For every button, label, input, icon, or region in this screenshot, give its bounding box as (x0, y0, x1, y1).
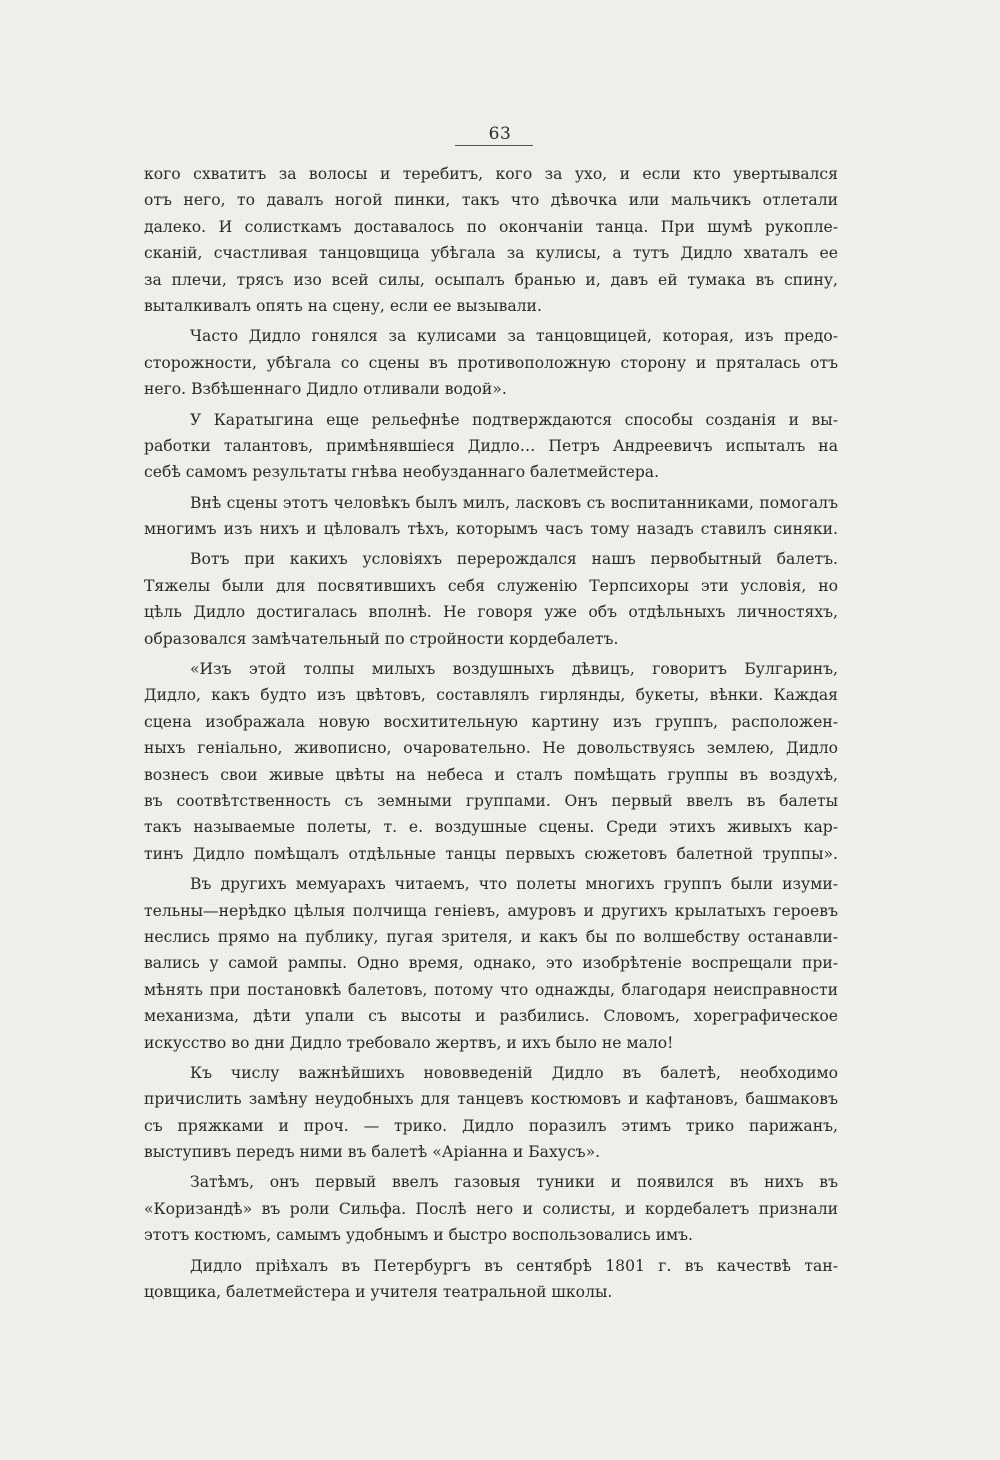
paragraph (144, 871, 838, 1056)
text-line: этотъ костюмъ, самымъ удобнымъ и быстро воспользовались имъ. (144, 1226, 693, 1245)
text-line: цовщика, балетмейстера и учителя театральной школы. (144, 1283, 613, 1302)
text-line: сцена изображала новую восхитительную картину изъ группъ, расположен- (144, 712, 838, 731)
text-line: выступивъ передъ ними въ балетѣ «Арiанна и Бахусъ». (144, 1143, 601, 1162)
paragraph (144, 323, 838, 402)
paragraph (144, 490, 838, 543)
text-line: себѣ самомъ результаты гнѣва необузданнаго балетмейстера. (144, 463, 660, 482)
text-line: образовался замѣчательный по стройности кордебалетъ. (144, 629, 619, 648)
text-line: Часто Дидло гонялся за кулисами за танцовщицей, которая, изъ предо- (190, 327, 838, 346)
text-line: сторожности, убѣгала со сцены въ противоположную сторону и пряталась отъ (144, 353, 838, 372)
text-line: цѣль Дидло достигалась вполнѣ. Не говоря уже объ отдѣльныхъ личностяхъ, (144, 603, 838, 622)
text-line: Вотъ при какихъ условiяхъ перерождался нашъ первобытный балетъ. (190, 550, 838, 569)
text-line: далеко. И солисткамъ доставалось по окончанiи танца. При шумѣ рукопле- (144, 217, 838, 236)
text-line: вознесъ свои живые цвѣты на небеса и сталъ помѣщать группы въ воздухѣ, (144, 765, 838, 784)
paragraph (144, 1060, 838, 1166)
page-number-rule (455, 145, 533, 146)
text-line: мѣнять при постановкѣ балетовъ, потому что однажды, благодаря неисправности (144, 980, 838, 999)
text-line: У Каратыгина еще рельефнѣе подтверждаются способы созданiя и вы- (190, 410, 838, 429)
text-line: ныхъ генiально, живописно, очаровательно. Не довольствуясь землею, Дидло (144, 739, 838, 758)
paragraph (144, 656, 838, 867)
text-line: многимъ изъ нихъ и цѣловалъ тѣхъ, которымъ часъ тому назадъ ставилъ синяки. (144, 520, 838, 539)
text-line: Дидло, какъ будто изъ цвѣтовъ, составлялъ гирлянды, букеты, вѣнки. Каждая (144, 686, 838, 705)
text-line: тельны—нерѣдко цѣлыя полчища генiевъ, амуровъ и другихъ крылатыхъ героевъ (144, 901, 838, 920)
text-line: Тяжелы были для посвятившихъ себя служенiю Терпсихоры эти условiя, но (144, 576, 838, 595)
text-line: Затѣмъ, онъ первый ввелъ газовыя туники и появился въ нихъ въ (190, 1173, 838, 1192)
text-line: «Коризандѣ» въ роли Сильфа. Послѣ него и солисты, и кордебалетъ признали (144, 1199, 838, 1218)
text-line: сканiй, счастливая танцовщица убѣгала за кулисы, а тутъ Дидло хваталъ ее (144, 244, 838, 263)
text-line: такъ называемые полеты, т. е. воздушные сцены. Среди этихъ живыхъ кар- (144, 818, 838, 837)
text-line: отъ него, то давалъ ногой пинки, такъ что дѣвочка или мальчикъ отлетали (144, 191, 838, 210)
paragraph (144, 407, 838, 486)
text-line: неслись прямо на публику, пугая зрителя, и какъ бы по волшебству останавли- (144, 927, 838, 946)
paragraph (144, 1253, 838, 1306)
text-line: Въ другихъ мемуарахъ читаемъ, что полеты многихъ группъ были изуми- (190, 875, 838, 894)
text-line: «Изъ этой толпы милыхъ воздушныхъ дѣвицъ, говоритъ Булгаринъ, (190, 660, 838, 679)
body-text (144, 161, 838, 1305)
text-line: Дидло прiѣхалъ въ Петербургъ въ сентябрѣ 1801 г. въ качествѣ тан- (190, 1256, 838, 1275)
text-line: механизма, дѣти упали съ высоты и разбились. Словомъ, хореграфическое (144, 1007, 838, 1026)
text-line: съ пряжками и проч. — трико. Дидло поразилъ этимъ трико парижанъ, (144, 1116, 838, 1135)
text-line: него. Взбѣшеннаго Дидло отливали водой». (144, 380, 507, 399)
text-line: въ соотвѣтственность съ земными группами. Онъ первый ввелъ въ балеты (144, 791, 838, 810)
text-line: работки талантовъ, примѣнявшiеся Дидло… Петръ Андреевичъ испыталъ на (144, 436, 838, 455)
text-line: за плечи, трясъ изо всей силы, осыпалъ бранью и, давъ ей тумака въ спину, (144, 270, 838, 289)
text-line: Внѣ сцены этотъ человѣкъ былъ милъ, ласковъ съ воспитанниками, помогалъ (190, 493, 838, 512)
text-line: выталкивалъ опять на сцену, если ее вызывали. (144, 296, 542, 315)
paragraph (144, 161, 838, 319)
text-line: вались у самой рампы. Одно время, однако, это изобрѣтенiе воспрещали при- (144, 954, 838, 973)
page-number: 63 (488, 124, 512, 144)
text-line: тинъ Дидло помѣщалъ отдѣльные танцы первыхъ сюжетовъ балетной труппы». (144, 844, 838, 863)
text-line: причислить замѣну неудобныхъ для танцевъ костюмовъ и кафтановъ, башмаковъ (144, 1090, 838, 1109)
paragraph (144, 546, 838, 652)
text-line: искусство во дни Дидло требовало жертвъ, и ихъ было не мало! (144, 1033, 674, 1052)
text-line: кого схватитъ за волосы и теребитъ, кого за ухо, и если кто увертывался (144, 165, 838, 183)
paragraph (144, 1169, 838, 1248)
text-line: Къ числу важнѣйшихъ нововведенiй Дидло въ балетѣ, необходимо (190, 1063, 838, 1082)
